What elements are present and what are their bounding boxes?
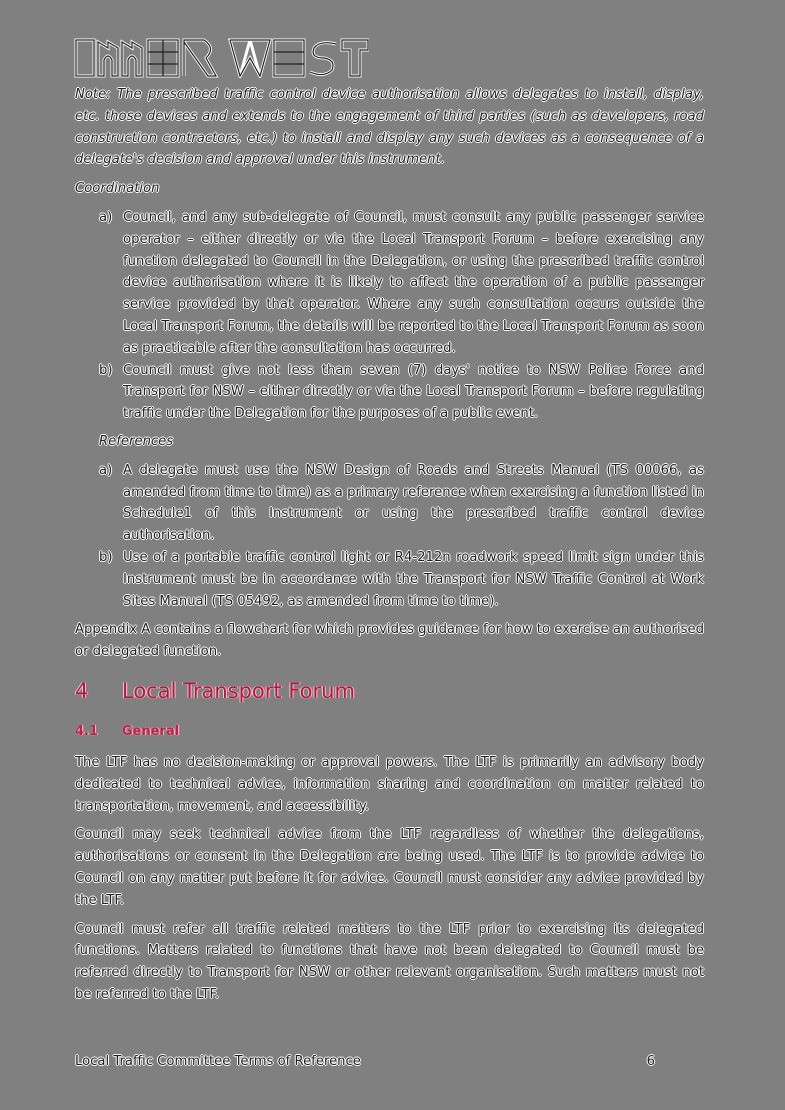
note-paragraph: Note: The prescribed traffic control device authorisation allows delegates to install, display, etc. those devices and extends to the engagement of third parties (such as developers, road construction contractors, etc.) to install and display any such devices as a consequence of a delegate's decision and approval under this instrument. <box>75 87 704 168</box>
list-marker: b) <box>99 362 113 378</box>
body-paragraph: Council must refer all traffic related matters to the LTF prior to exercising its delegated functions. Matters related to functions that have not been delegated to Council must be referred directly to Transport for NSW or other relevant organisation. Such matters must not be referred to the LTF. <box>75 921 704 1002</box>
list-item-text: Use of a portable traffic control light or R4-212n roadwork speed limit sign under this Instrument must be in accordance with the Transport for NSW Traffic Control at Work Sites Manual (TS 05492, as amended from time to time). <box>123 549 704 609</box>
section-number: 4 <box>75 678 89 703</box>
list-marker: b) <box>99 549 113 565</box>
page-footer <box>75 1052 655 1072</box>
appendix-paragraph: Appendix A contains a flowchart for which provides guidance for how to exercise an authorised or delegated function. <box>75 622 704 660</box>
list-item-text: A delegate must use the NSW Design of Roads and Streets Manual (TS 00066, as amended from time to time) as a primary reference when exercising a function listed in Schedule1 of this Instrument or using the prescribed traffic control device authorisation. <box>123 462 704 544</box>
list-item <box>99 547 704 612</box>
list-marker: a) <box>99 462 113 478</box>
document-body <box>75 84 704 1006</box>
inner-west-logo <box>74 38 369 78</box>
references-heading: References <box>99 433 174 449</box>
section-title: Local Transport Forum <box>122 678 355 703</box>
subsection-number: 4.1 <box>75 723 99 739</box>
list-item-text: Council, and any sub-delegate of Council, must consult any public passenger service operator – either directly or via the Local Transport Forum – before exercising any function delegated to Council in the Delegation, or using the prescribed traffic control device authorisation where it is likely to affect the operation of a public passenger service provided by that operator. Where any such consultation occurs outside the Local Transport Forum, the details will be reported to the Local Transport Forum as soon as practicable after the consultation has occurred. <box>123 209 704 356</box>
subsection-heading <box>75 722 704 742</box>
body-paragraph: The LTF has no decision-making or approval powers. The LTF is primarily an advisory body dedicated to technical advice, information sharing and coordination on matter related to transportation, movement, and accessibility. <box>75 754 704 814</box>
section-heading <box>75 676 704 706</box>
coordination-list <box>99 207 704 425</box>
list-item <box>99 360 704 425</box>
body-paragraph: Council may seek technical advice from the LTF regardless of whether the delegations, authorisations or consent in the Delegation are being used. The LTF is to provide advice to Council on any matter put before it for advice. Council must consider any advice provided by the LTF. <box>75 827 704 908</box>
references-list <box>99 460 704 613</box>
list-item <box>99 460 704 547</box>
footer-title: Local Traffic Committee Terms of Reference <box>75 1054 361 1069</box>
logo-wordmark-icon <box>74 38 369 78</box>
list-item-text: Council must give not less than seven (7) days' notice to NSW Police Force and Transport for NSW – either directly or via the Local Transport Forum – before regulating traffic under the Delegation for the purposes of a public event. <box>123 362 704 422</box>
list-marker: a) <box>99 209 113 225</box>
page-number: 6 <box>646 1054 655 1069</box>
list-item <box>99 207 704 360</box>
coordination-heading: Coordination <box>75 181 160 197</box>
subsection-title: General <box>122 723 180 739</box>
